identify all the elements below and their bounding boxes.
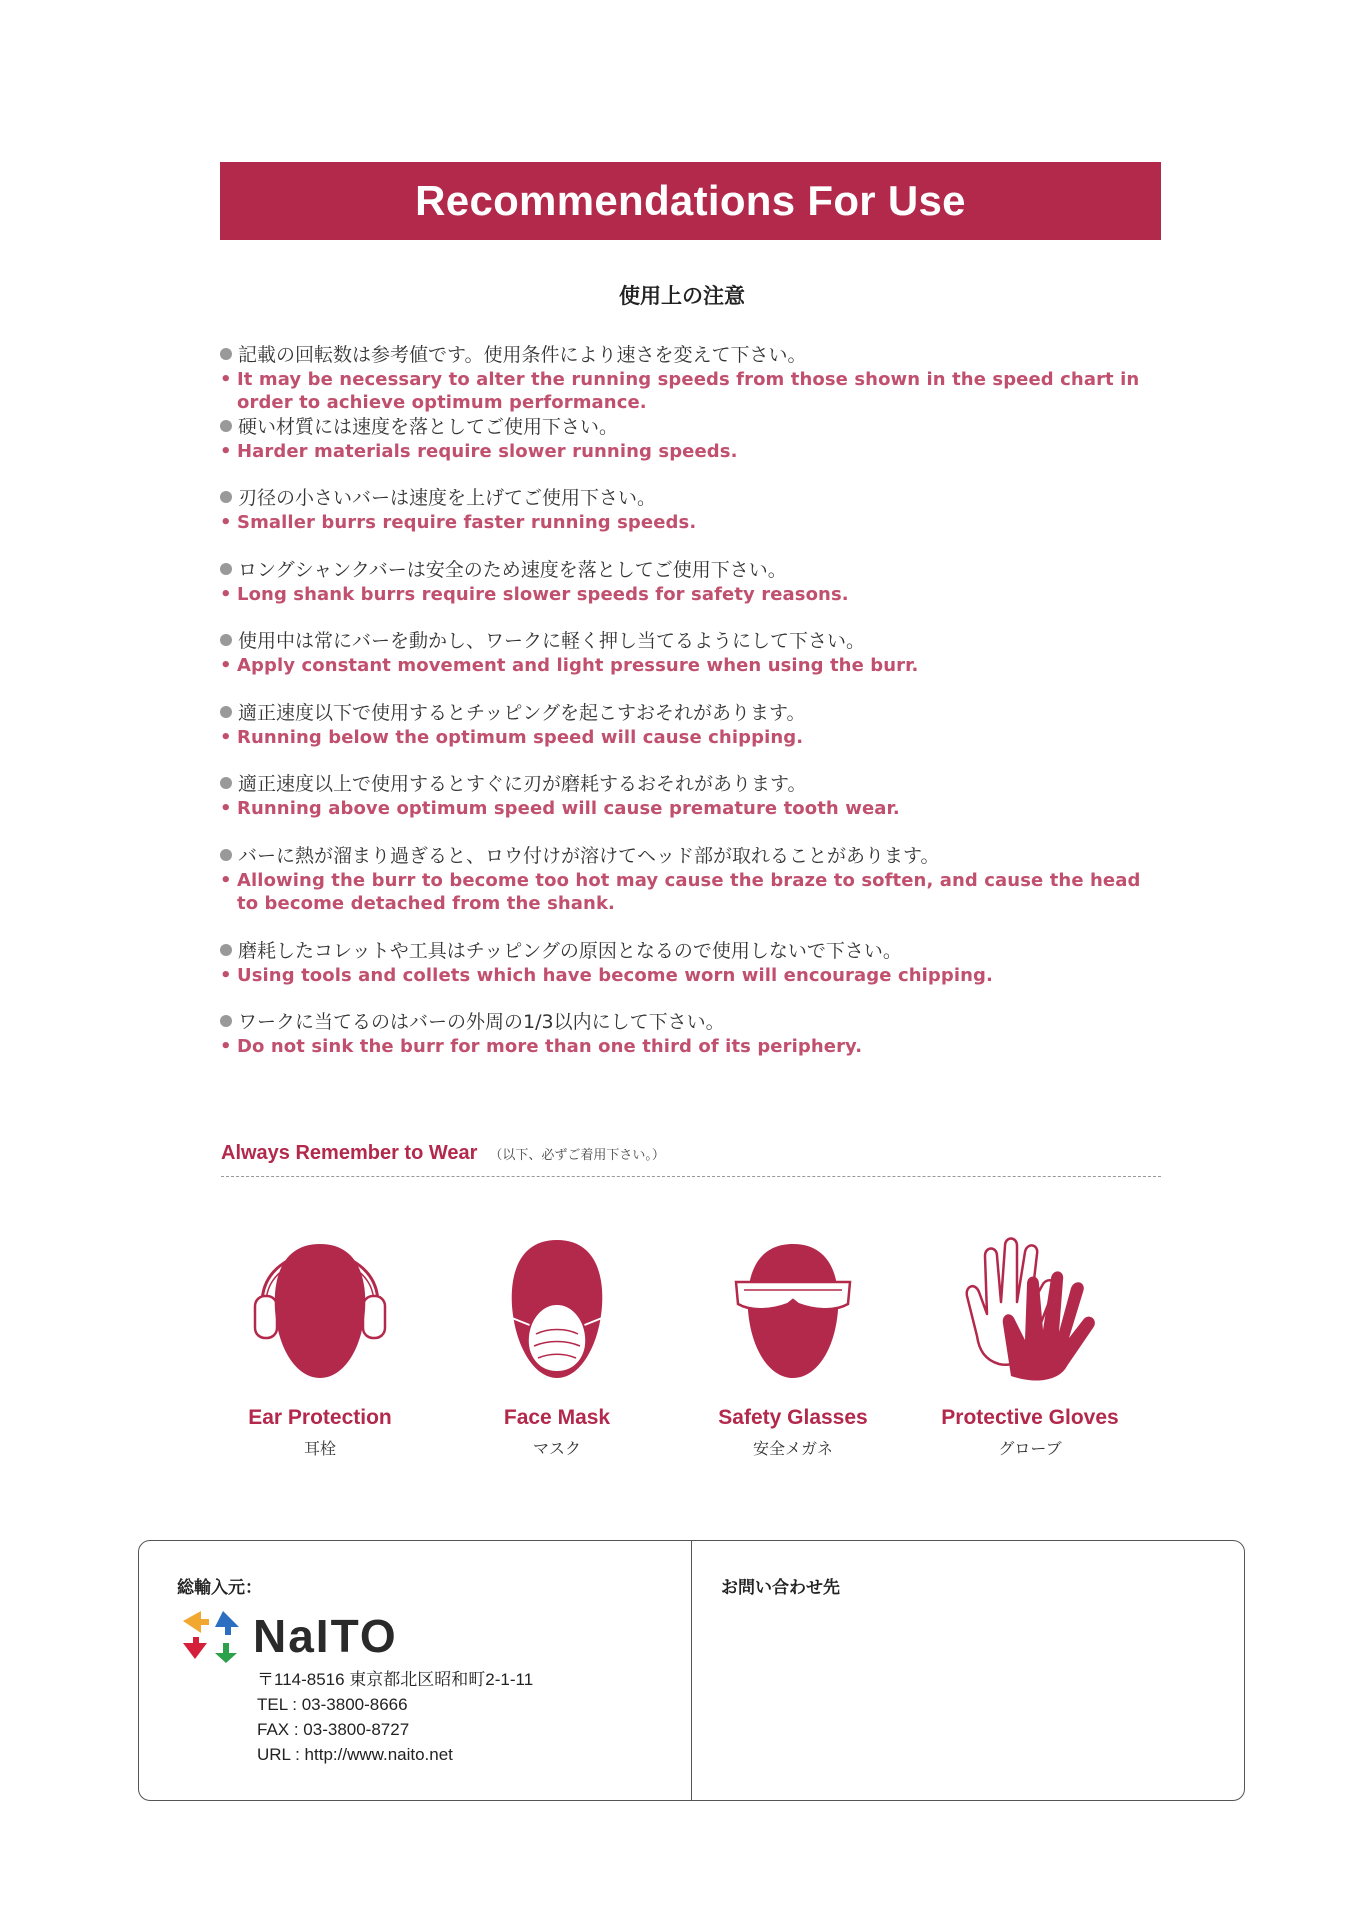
wear-item-face-mask: [447, 1226, 667, 1459]
list-item: ワークに当てるのはバーの外周の1/3以内にして下さい。 • Do not sink the burr for more than one third of its periphery.: [220, 1011, 863, 1057]
wear-heading: Always Remember to Wear: [221, 1142, 478, 1164]
recommendation-jp: 記載の回転数は参考値です。使用条件により速さを変えて下さい。: [238, 344, 807, 366]
fax: FAX : 03-3800-8727: [257, 1720, 410, 1739]
recommendation-jp: ワークに当てるのはバーの外周の1/3以内にして下さい。: [238, 1011, 725, 1033]
wear-label-jp: 安全メガネ: [752, 1439, 833, 1458]
safety-glasses-icon: [708, 1226, 878, 1386]
recommendation-en: Apply constant movement and light pressure when using the burr.: [237, 655, 919, 676]
logo-arrows-icon: [179, 1607, 243, 1665]
recommendation-jp: 刃径の小さいバーは速度を上げてご使用下さい。: [238, 487, 657, 509]
list-item: 使用中は常にバーを動かし、ワークに軽く押し当てるようにして下さい。 • Apply constant movement and light pressure when using the burr.: [220, 630, 919, 676]
list-item: 硬い材質には速度を落としてご使用下さい。 • Harder materials require slower running speeds.: [220, 415, 738, 462]
recommendation-en: Using tools and collets which have become worn will encourage chipping.: [237, 964, 993, 986]
recommendation-jp: 適正速度以下で使用するとチッピングを起こすおそれがあります。: [238, 701, 806, 724]
importer-label: 総輸入元：: [177, 1578, 262, 1598]
contact-label: お問い合わせ先: [721, 1578, 840, 1598]
bullet-dot-icon: [220, 563, 232, 575]
bullet-dot-icon: [220, 491, 232, 503]
page-title: Recommendations For Use: [415, 177, 966, 224]
wear-item-ear-protection: [210, 1226, 430, 1459]
list-item: 刃径の小さいバーは速度を上げてご使用下さい。 • Smaller burrs require faster running speeds.: [220, 487, 697, 533]
bullet-dot-icon: [220, 634, 232, 646]
wear-label-jp: 耳栓: [303, 1439, 336, 1458]
recommendation-jp: ロングシャンクバーは安全のため速度を落としてご使用下さい。: [238, 558, 787, 581]
list-item: 適正速度以下で使用するとチッピングを起こすおそれがあります。 • Running below the optimum speed will cause chipping.: [220, 701, 806, 748]
recommendation-en: Long shank burrs require slower speeds for safety reasons.: [237, 583, 849, 605]
wear-label-jp: マスク: [532, 1439, 581, 1458]
url[interactable]: URL : http://www.naito.net: [257, 1745, 453, 1764]
list-item: 適正速度以上で使用するとすぐに刃が磨耗するおそれがあります。 • Running above optimum speed will cause premature tooth wear.: [220, 773, 900, 819]
wear-label-en: Face Mask: [503, 1406, 611, 1429]
tel: TEL : 03-3800-8666: [257, 1695, 408, 1714]
recommendation-jp: バーに熱が溜まり過ぎると、ロウ付けが溶けてヘッド部が取れることがあります。: [238, 844, 940, 867]
recommendation-en: Allowing the burr to become too hot may cause the braze to soften, and cause the head to become detached from the shank.: [237, 869, 1141, 914]
recommendation-en: Do not sink the burr for more than one third of its periphery.: [237, 1036, 863, 1057]
recommendation-en: Smaller burrs require faster running speeds.: [237, 512, 697, 533]
wear-heading-jp: （以下、必ずご着用下さい。）: [489, 1148, 665, 1163]
bullet-dot-icon: [220, 849, 232, 861]
list-item: 記載の回転数は参考値です。使用条件により速さを変えて下さい。 • It may be necessary to alter the running speeds from those shown in the speed chart in order to achieve optimum performance.: [220, 344, 1140, 413]
bullet-dot-icon: [220, 420, 232, 432]
recommendation-en: Running below the optimum speed will cause chipping.: [237, 726, 804, 748]
wear-label-jp: グローブ: [998, 1439, 1062, 1458]
wear-section-heading: [221, 1142, 1161, 1177]
bullet-dot-icon: [220, 1015, 232, 1027]
list-item: ロングシャンクバーは安全のため速度を落としてご使用下さい。 • Long shank burrs require slower speeds for safety reasons.: [220, 558, 849, 605]
wear-item-safety-glasses: [683, 1226, 903, 1459]
naito-logo: [179, 1607, 398, 1665]
recommendation-list: [220, 342, 1165, 1081]
wear-label-en: Protective Gloves: [941, 1406, 1119, 1429]
footer-divider: [691, 1541, 692, 1800]
recommendation-en: Harder materials require slower running speeds.: [237, 440, 738, 462]
recommendation-en: Running above optimum speed will cause premature tooth wear.: [237, 798, 900, 819]
bullet-dot-icon: [220, 706, 232, 718]
face-mask-icon: [472, 1226, 642, 1386]
wear-label-en: Ear Protection: [248, 1406, 392, 1429]
bullet-dot-icon: [220, 944, 232, 956]
logo-text: NaITO: [253, 1610, 398, 1662]
list-item: 磨耗したコレットや工具はチッピングの原因となるので使用しないで下さい。 • Using tools and collets which have become worn will encourage chipping.: [220, 939, 993, 986]
recommendation-jp: 硬い材質には速度を落としてご使用下さい。: [238, 415, 619, 438]
address-block: [257, 1667, 533, 1767]
bullet-dot-icon: [220, 348, 232, 360]
address: 〒114-8516 東京都北区昭和町2-1-11: [257, 1670, 534, 1689]
protective-gloves-icon: [945, 1226, 1115, 1386]
list-item: バーに熱が溜まり過ぎると、ロウ付けが溶けてヘッド部が取れることがあります。 • Allowing the burr to become too hot may cause the braze to soften, and cause the head to become detached from the shank.: [220, 844, 1141, 914]
bullet-dot-icon: [220, 777, 232, 789]
wear-item-protective-gloves: [920, 1226, 1140, 1459]
recommendation-jp: 適正速度以上で使用するとすぐに刃が磨耗するおそれがあります。: [238, 773, 807, 795]
recommendation-jp: 磨耗したコレットや工具はチッピングの原因となるので使用しないで下さい。: [238, 939, 902, 962]
page-subtitle: 使用上の注意: [619, 284, 745, 308]
ear-protection-icon: [235, 1226, 405, 1386]
footer-box: [138, 1540, 1245, 1801]
wear-label-en: Safety Glasses: [718, 1406, 868, 1429]
recommendation-en: It may be necessary to alter the running speeds from those shown in the speed chart in order to achieve optimum performance.: [237, 369, 1140, 413]
title-banner: [220, 162, 1161, 240]
recommendation-jp: 使用中は常にバーを動かし、ワークに軽く押し当てるようにして下さい。: [238, 630, 866, 652]
